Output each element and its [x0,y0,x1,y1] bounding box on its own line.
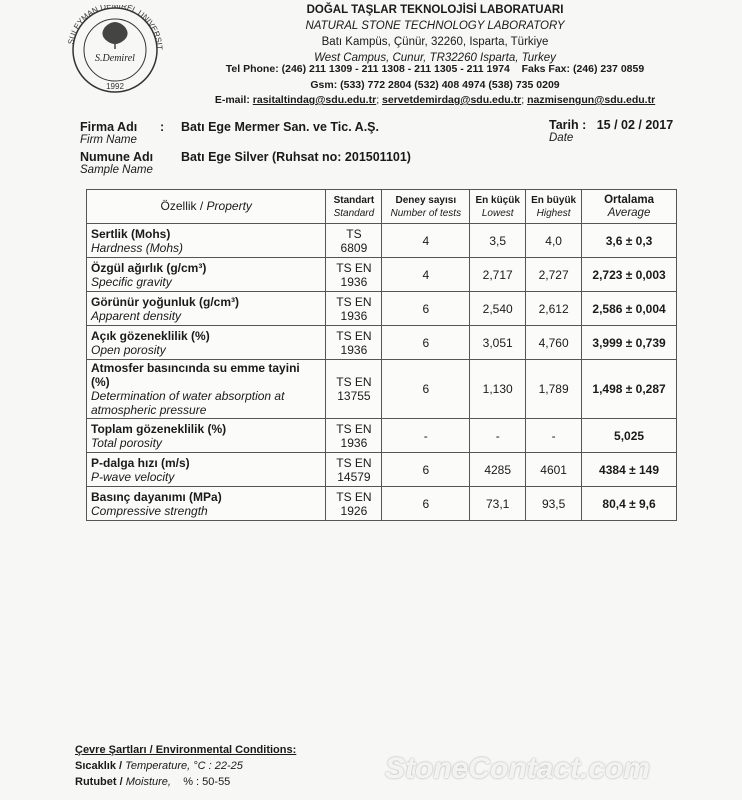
standard-cell: TS 6809 [326,224,382,258]
standard-cell: TS EN 13755 [326,360,382,419]
temp-value: °C : 22-25 [193,760,243,772]
email-link-1[interactable]: rasitaltindag@sdu.edu.tr [252,94,377,106]
lowest-cell: 73,1 [470,487,526,521]
tests-cell: 6 [382,326,470,360]
email-link-3[interactable]: nazmisengun@sdu.edu.tr [527,94,656,106]
highest-cell: 4,760 [526,326,582,360]
watermark: StoneContact.com [385,752,651,785]
highest-cell: 2,727 [526,258,582,292]
property-name: Özgül ağırlık (g/cm³) Specific gravity [87,258,326,292]
property-name: Sertlik (Mohs) Hardness (Mohs) [87,224,326,258]
moisture-line [75,774,296,790]
table-row [87,419,677,453]
standard-cell: TS EN 1936 [326,419,382,453]
table-row [87,224,677,258]
lowest-cell: 3,051 [470,326,526,360]
highest-cell: 4,0 [526,224,582,258]
tests-cell: 6 [382,453,470,487]
lab-header [200,2,670,66]
sample-info [80,120,540,180]
temp-label-tr: Sıcaklık / [75,760,123,772]
lowest-cell: 4285 [470,453,526,487]
average-cell: 80,4 ± 9,6 [582,487,677,521]
highest-cell: 93,5 [526,487,582,521]
properties-table [86,189,677,521]
col-average: Ortalama Average [582,190,677,224]
col-standard: Standart Standard [326,190,382,224]
gsm-label: Gsm: [310,78,338,91]
firm-value: Batı Ege Mermer San. ve Tic. A.Ş. [181,120,379,134]
lowest-cell: 2,540 [470,292,526,326]
seal-signature: S.Demirel [95,53,135,64]
col-highest: En büyük Highest [526,190,582,224]
standard-cell: TS EN 1936 [326,326,382,360]
tests-cell: - [382,419,470,453]
lab-address-tr: Batı Kampüs, Çünür, 32260, Isparta, Türkiye [321,36,549,48]
table-row [87,453,677,487]
table-header-row [87,190,677,224]
date-label-en: Date [549,132,574,144]
average-cell: 2,586 ± 0,004 [582,292,677,326]
highest-cell: 4601 [526,453,582,487]
tests-cell: 4 [382,224,470,258]
col-lowest: En küçük Lowest [470,190,526,224]
environmental-conditions [75,742,296,790]
highest-cell: 1,789 [526,360,582,419]
firm-label: Firma Adı [80,120,138,134]
lowest-cell: 1,130 [470,360,526,419]
seal-year: 1992 [106,82,124,91]
lowest-cell: - [470,419,526,453]
col-tests: Deney sayısı Number of tests [382,190,470,224]
standard-cell: TS EN 1936 [326,258,382,292]
temperature-line [75,758,296,774]
phone-line [200,62,670,78]
firm-colon: : [160,120,165,134]
standard-cell: TS EN 1936 [326,292,382,326]
property-name: Görünür yoğunluk (g/cm³) Apparent density [87,292,326,326]
sample-value: Batı Ege Silver (Ruhsat no: 201501101) [181,150,411,164]
lab-title-tr: DOĞAL TAŞLAR TEKNOLOJİSİ LABORATUARI [306,4,564,16]
tel-value: (246) 211 1309 - 211 1308 - 211 1305 - 211 1974 [281,63,510,75]
property-name: P-dalga hızı (m/s) P-wave velocity [87,453,326,487]
moist-label-en: Moisture, [125,776,171,788]
average-cell: 3,999 ± 0,739 [582,326,677,360]
tests-cell: 6 [382,292,470,326]
average-cell: 2,723 ± 0,003 [582,258,677,292]
email-label: E-mail: [214,94,250,106]
lab-title-en: NATURAL STONE TECHNOLOGY LABORATORY [305,20,565,32]
property-name: Basınç dayanımı (MPa) Compressive strength [87,487,326,521]
table-row [87,292,677,326]
lowest-cell: 3,5 [470,224,526,258]
table-row [87,258,677,292]
moist-label-tr: Rutubet / [75,776,123,788]
standard-cell: TS EN 14579 [326,453,382,487]
fax-value: (246) 237 0859 [572,63,645,75]
tests-cell: 6 [382,360,470,419]
fax-label: Faks Fax: [521,63,571,75]
date-value: 15 / 02 / 2017 [596,118,674,132]
date-label: Tarih : [549,118,587,132]
env-heading: Çevre Şartları / Environmental Conditions: [75,744,297,756]
table-row [87,326,677,360]
highest-cell: 2,612 [526,292,582,326]
average-cell: 3,6 ± 0,3 [582,224,677,258]
email-line: E-mail: rasitaltindag@sdu.edu.tr; servetdemirdag@sdu.edu.tr; nazmisengun@sdu.edu.tr [214,94,656,106]
tel-label: Tel Phone: [225,63,279,75]
tests-cell: 6 [382,487,470,521]
property-name: Atmosfer basıncında su emme tayini (%) Determination of water absorption at atmospheric pressure [87,360,326,419]
average-cell: 1,498 ± 0,287 [582,360,677,419]
highest-cell: - [526,419,582,453]
lab-contacts [200,62,670,109]
sample-label-en: Sample Name [80,164,153,176]
average-cell: 5,025 [582,419,677,453]
temp-label-en: Temperature, [125,760,191,772]
table-row [87,360,677,419]
lab-address-en: West Campus, Cunur, TR32260 Isparta, Turkey [314,52,556,64]
sample-label: Numune Adı [80,150,154,164]
email-link-2[interactable]: servetdemirdag@sdu.edu.tr [382,94,522,106]
university-seal [60,5,170,95]
table-row [87,487,677,521]
standard-cell: TS EN 1926 [326,487,382,521]
moist-value: % : 50-55 [183,776,231,788]
average-cell: 4384 ± 149 [582,453,677,487]
firm-label-en: Firm Name [80,134,137,146]
lowest-cell: 2,717 [470,258,526,292]
gsm-line [200,78,670,94]
col-property: Özellik / Property [87,190,326,224]
tests-cell: 4 [382,258,470,292]
gsm-value: (533) 772 2804 (532) 408 4974 (538) 735 0209 [340,78,560,91]
property-name: Toplam gözeneklilik (%) Total porosity [87,419,326,453]
seal-ring-text: SULEYMAN DEMIREL UNIVERSIT [66,5,165,51]
report-date [549,118,673,144]
property-name: Açık gözeneklilik (%) Open porosity [87,326,326,360]
